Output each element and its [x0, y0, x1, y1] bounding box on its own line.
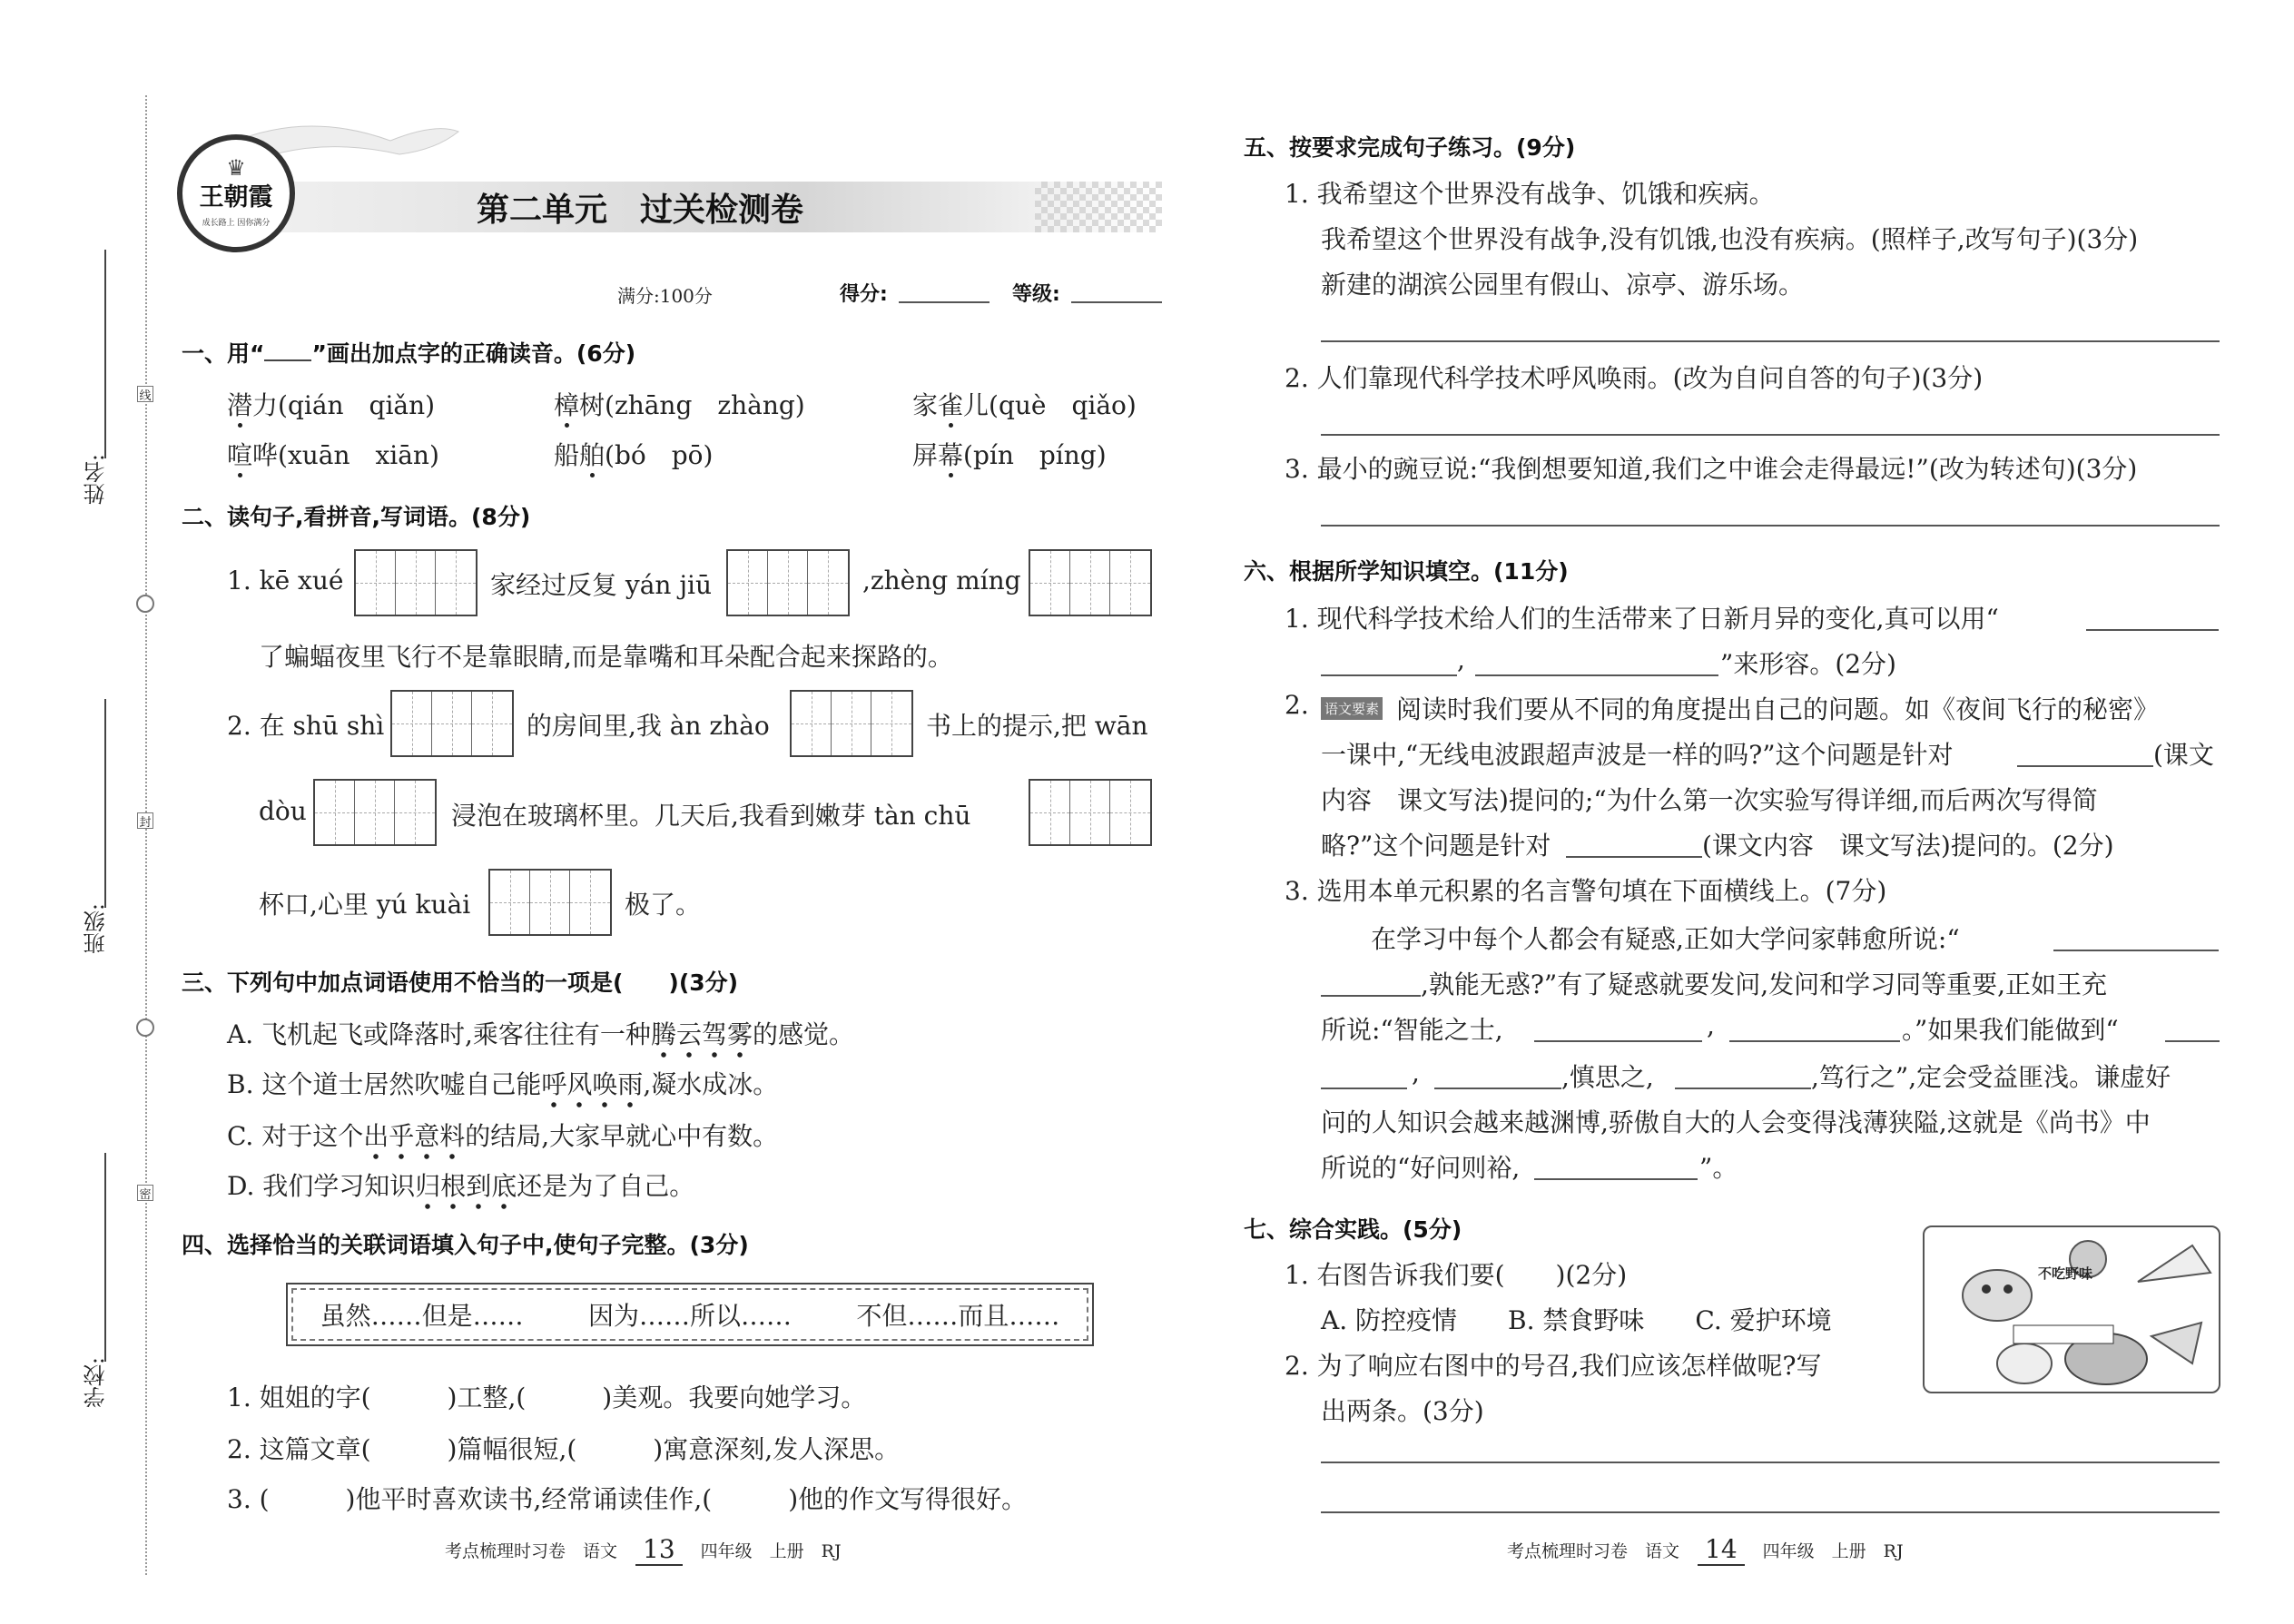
blank[interactable]	[1321, 674, 1457, 676]
writing-boxes[interactable]	[1029, 549, 1152, 616]
q2-text: 2. 在 shū shì	[227, 711, 385, 741]
answer-line[interactable]	[1321, 1462, 2220, 1463]
writing-boxes[interactable]	[313, 779, 437, 846]
page-number: 13	[635, 1534, 683, 1566]
q2-text: 的房间里,我 àn zhào	[527, 711, 770, 741]
full-score: 满分:100分	[617, 285, 713, 307]
binding-line	[145, 95, 147, 1575]
blank[interactable]	[1321, 1088, 1407, 1089]
q6-text: 所说:“智能之士,	[1321, 1015, 1503, 1045]
q3-option[interactable]: B. 这个道士居然吹嘘自己能呼风唤雨,凝水成冰。	[227, 1065, 778, 1101]
q1-item[interactable]: 家雀儿(què qiǎo)	[912, 390, 1137, 420]
brand-name: 王朝霞	[199, 183, 273, 212]
q6-heading: 六、根据所学知识填空。(11分)	[1244, 558, 1569, 585]
q7-text: 2. 为了响应右图中的号召,我们应该怎样做呢?写	[1285, 1351, 1822, 1381]
writing-boxes[interactable]	[390, 690, 514, 757]
blank[interactable]	[2086, 629, 2219, 631]
q1-item[interactable]: 潜力(qián qiǎn)	[227, 390, 436, 420]
name-line	[104, 250, 106, 458]
blank[interactable]	[1534, 1178, 1698, 1180]
q3-option[interactable]: D. 我们学习知识归根到底还是为了自己。	[227, 1166, 694, 1203]
q7-text: 出两条。(3分)	[1321, 1396, 1484, 1426]
brand-tagline: 成长路上 因你满分	[202, 219, 271, 228]
q1-item[interactable]: 船舶(bó pō)	[554, 440, 714, 470]
brand-logo	[177, 134, 295, 252]
q6-text: 略?”这个问题是针对	[1321, 831, 1551, 861]
q5-heading: 五、按要求完成句子练习。(9分)	[1244, 134, 1576, 161]
q6-text: 在学习中每个人都会有疑惑,正如大学问家韩愈所说:“	[1371, 924, 1960, 954]
q6-text: ,	[1707, 1010, 1715, 1040]
q6-text: ,笃行之”,定会受益匪浅。谦虚好	[1811, 1062, 2171, 1092]
blank[interactable]	[1475, 674, 1718, 676]
q3-option[interactable]: A. 飞机起飞或降落时,乘客往往有一种腾云驾雾的感觉。	[227, 1015, 854, 1051]
seal-label: 线	[137, 386, 153, 402]
q6-text: ,	[1457, 645, 1465, 674]
q3-option[interactable]: C. 对于这个出乎意料的结局,大家早就心中有数。	[227, 1117, 778, 1153]
q4-sentence[interactable]: 3. ( )他平时喜欢读书,经常诵读佳作,( )他的作文写得很好。	[227, 1484, 1028, 1514]
q4-heading: 四、选择恰当的关联词语填入句子中,使句子完整。(3分)	[182, 1232, 749, 1258]
element-tag: 语文要素	[1321, 697, 1383, 720]
q6-text: (课文内容 课文写法)提问的。(2分)	[1702, 831, 2114, 861]
blank[interactable]	[1729, 1040, 1900, 1042]
q2-text: 了蝙蝠夜里飞行不是靠眼睛,而是靠嘴和耳朵配合起来探路的。	[259, 642, 953, 672]
checker-pattern	[1035, 182, 1162, 232]
page-footer-right: 考点梳理时习卷 语文 14 四年级 上册 RJ	[1507, 1534, 1904, 1564]
q7-options[interactable]: A. 防控疫情 B. 禁食野味 C. 爱护环境	[1321, 1305, 1832, 1335]
class-label: 班级:	[84, 903, 109, 955]
q7-heading: 七、综合实践。(5分)	[1244, 1216, 1462, 1243]
answer-line[interactable]	[1321, 1511, 2220, 1513]
q6-text: (课文	[2153, 740, 2214, 770]
writing-boxes[interactable]	[488, 869, 612, 936]
seal-label: 封	[137, 812, 153, 829]
school-line	[104, 1153, 106, 1362]
q3-heading: 三、下列句中加点词语使用不恰当的一项是( )(3分)	[182, 969, 739, 996]
picture-sign: 不吃野味	[2038, 1265, 2093, 1282]
q2-text: 1. kē xué	[227, 566, 344, 595]
q2-text: 杯口,心里 yú kuài	[259, 890, 471, 920]
q1-item[interactable]: 喧哗(xuān xiān)	[227, 440, 439, 470]
word-bank	[286, 1283, 1094, 1346]
q5-text: 我希望这个世界没有战争,没有饥饿,也没有疾病。(照样子,改写句子)(3分)	[1321, 224, 2139, 254]
blank[interactable]	[1566, 856, 1702, 858]
word-bank-item: 不但……而且……	[856, 1301, 1060, 1331]
q2-text: ,zhèng míng	[862, 566, 1021, 595]
q5-text: 3. 最小的豌豆说:“我倒想要知道,我们之中谁会走得最远!”(改为转述句)(3分)	[1285, 454, 2138, 484]
animals-icon	[1925, 1227, 2220, 1393]
q1-heading: 一、用“ ”画出加点字的正确读音。(6分)	[182, 340, 636, 367]
q6-text: ”。	[1699, 1153, 1738, 1183]
blank[interactable]	[2053, 950, 2219, 951]
wildlife-picture	[1923, 1225, 2220, 1393]
q6-text: 一课中,“无线电波跟超声波是一样的吗?”这个问题是针对	[1321, 740, 1954, 770]
q7-text[interactable]: 1. 右图告诉我们要( )(2分)	[1285, 1260, 1628, 1290]
level-label: 等级:	[1012, 283, 1060, 306]
q6-text: ,	[1412, 1058, 1420, 1088]
q6-text: ,慎思之,	[1561, 1062, 1654, 1092]
page-number: 14	[1698, 1534, 1745, 1566]
q6-text: 阅读时我们要从不同的角度提出自己的问题。如《夜间飞行的秘密》	[1396, 694, 2160, 724]
q2-text: 家经过反复 yán jiū	[490, 570, 713, 600]
q6-text: ,孰能无惑?”有了疑惑就要发问,发问和学习同等重要,正如王充	[1421, 969, 2108, 999]
q1-item[interactable]: 屏幕(pín píng)	[912, 440, 1107, 470]
score-label: 得分:	[840, 283, 888, 306]
q5-text: 1. 我希望这个世界没有战争、饥饿和疾病。	[1285, 179, 1775, 209]
blank[interactable]	[1534, 1040, 1702, 1042]
q6-text: 内容 课文写法)提问的;“为什么第一次实验写得详细,而后两次写得简	[1321, 785, 2098, 815]
q2-text: 书上的提示,把 wān	[926, 711, 1148, 741]
name-label: 姓名:	[84, 454, 109, 506]
answer-line[interactable]	[1321, 525, 2220, 527]
level-field[interactable]	[1071, 301, 1162, 303]
blank[interactable]	[2165, 1040, 2220, 1042]
seal-label: 密	[137, 1185, 153, 1201]
class-line	[104, 699, 106, 908]
q2-text: 浸泡在玻璃杯里。几天后,我看到嫩芽 tàn chū	[451, 801, 971, 831]
q5-text: 新建的湖滨公园里有假山、凉亭、游乐场。	[1321, 270, 1805, 300]
word-bank-item: 因为……所以……	[587, 1301, 792, 1331]
word-bank-item: 虽然……但是……	[320, 1301, 524, 1331]
writing-boxes[interactable]	[790, 690, 913, 757]
crown-icon: ♛	[226, 155, 246, 181]
blank[interactable]	[1434, 1088, 1561, 1089]
binding-hole	[136, 595, 154, 613]
binding-hole	[136, 1019, 154, 1037]
answer-line[interactable]	[1321, 434, 2220, 436]
blank[interactable]	[1675, 1088, 1811, 1089]
page-title: 第二单元 过关检测卷	[477, 192, 804, 229]
q4-sentence[interactable]: 2. 这篇文章( )篇幅很短,( )寓意深刻,发人深思。	[227, 1434, 901, 1464]
writing-boxes[interactable]	[726, 549, 850, 616]
q2-text: dòu	[259, 796, 307, 826]
q6-text: 1. 现代科学技术给人们的生活带来了日新月异的变化,真可以用“	[1285, 604, 1999, 634]
q6-text: 所说的“好问则裕,	[1321, 1153, 1521, 1183]
page-footer-left: 考点梳理时习卷 语文 13 四年级 上册 RJ	[445, 1534, 842, 1564]
score-field[interactable]	[899, 301, 989, 303]
q4-sentence[interactable]: 1. 姐姐的字( )工整,( )美观。我要向她学习。	[227, 1383, 867, 1412]
school-label: 学校:	[84, 1357, 109, 1409]
writing-boxes[interactable]	[354, 549, 478, 616]
blank[interactable]	[1321, 995, 1421, 997]
q6-text: ”来形容。(2分)	[1720, 649, 1896, 679]
answer-line[interactable]	[1321, 340, 2220, 342]
q2-heading: 二、读句子,看拼音,写词语。(8分)	[182, 504, 531, 530]
q6-text: 。”如果我们能做到“	[1902, 1015, 2119, 1045]
writing-boxes[interactable]	[1029, 779, 1152, 846]
q6-text: 问的人知识会越来越渊博,骄傲自大的人会变得浅薄狭隘,这就是《尚书》中	[1321, 1107, 2151, 1137]
blank[interactable]	[2017, 765, 2153, 767]
q2-text: 极了。	[625, 890, 702, 920]
q6-text: 3. 选用本单元积累的名言警句填在下面横线上。(7分)	[1285, 876, 1887, 906]
q6-number: 2.	[1285, 690, 1309, 720]
q1-item[interactable]: 樟树(zhāng zhàng)	[554, 390, 805, 420]
q5-text: 2. 人们靠现代科学技术呼风唤雨。(改为自问自答的句子)(3分)	[1285, 363, 1984, 393]
